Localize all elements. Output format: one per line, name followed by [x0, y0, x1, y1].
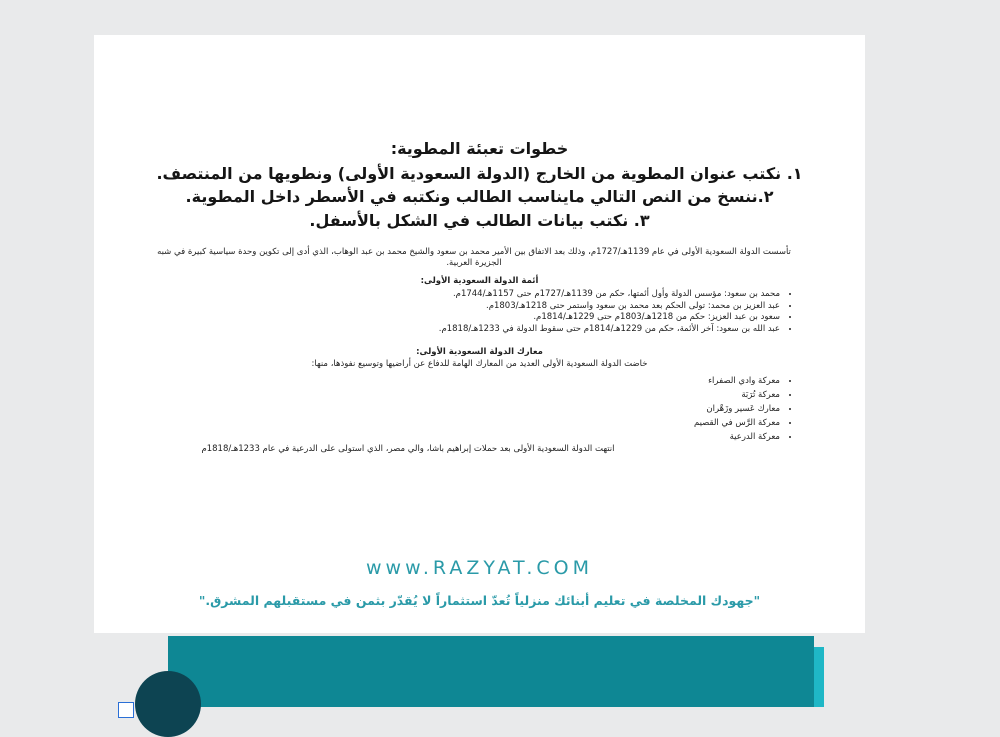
instruction-step-1: ١. نكتب عنوان المطوية من الخارج (الدولة السعودية الأولى) ونطويها من المنتصف.: [156, 164, 803, 183]
list-item: • سعود بن عبد العزيز: حكم من 1218هـ/1803م حتى 1229هـ/1814م.: [439, 312, 780, 324]
website-link[interactable]: www.RAZYAT.COM: [365, 557, 594, 579]
small-square-icon: [118, 702, 134, 718]
list-item: • عبد العزيز بن محمد: تولى الحكم بعد محمد بن سعود واستمر حتى 1218هـ/1803م.: [439, 301, 780, 313]
imams-list: [439, 289, 792, 335]
battles-list: [694, 374, 792, 444]
list-item: • معركة الدرعية: [694, 430, 780, 444]
battles-heading: معارك الدولة السعودية الأولى:: [416, 347, 543, 357]
teal-band: [168, 636, 814, 707]
teal-band-edge: [814, 647, 824, 707]
footer-quote: "جهودك المخلصة في تعليم أبنائك منزلياً تُعدّ استثماراً لا يُقدّر بثمن في مستقبلهم المشرق.": [198, 593, 761, 608]
list-item: • معارك عَسير وزَهْران: [694, 402, 780, 416]
list-item: • معركة تُرَبَة: [694, 388, 780, 402]
list-item: • عبد الله بن سعود: آخر الأئمة، حكم من 1229هـ/1814م حتى سقوط الدولة في 1233هـ/1818م.: [439, 324, 780, 336]
list-item: • معركة الرَّس في القصيم: [694, 416, 780, 430]
list-item: • محمد بن سعود: مؤسس الدولة وأول أئمتها، حكم من 1139هـ/1727م حتى 1157هـ/1744م.: [439, 289, 780, 301]
battles-intro: خاضت الدولة السعودية الأولى العديد من المعارك الهامة للدفاع عن أراضيها وتوسيع نفوذها، منها:: [311, 359, 648, 369]
ending-paragraph: انتهت الدولة السعودية الأولى بعد حملات إبراهيم باشا، والي مصر، الذي استولى على الدرعية في عام 1233هـ/1818م: [201, 444, 615, 454]
instructions-title: خطوات تعبئة المطوية:: [390, 139, 569, 158]
decorative-circle: [135, 671, 201, 737]
instruction-step-3: ٣. نكتب بيانات الطالب في الشكل بالأسفل.: [309, 211, 650, 230]
intro-paragraph: تأسست الدولة السعودية الأولى في عام 1139هـ/1727م، وذلك بعد الاتفاق بين الأمير محمد بن سعود والشيخ محمد بن عبد الوهاب، الذي أدى إلى تكوين وحدة سياسية كبيرة في شبه الجزيرة العربية.: [157, 247, 791, 268]
instruction-step-2: ٢.ننسخ من النص التالي مايناسب الطالب ونكتبه في الأسطر داخل المطوية.: [185, 187, 774, 206]
list-item: • معركة وادي الصفراء: [694, 374, 780, 388]
imams-heading: أئمة الدولة السعودية الأولى:: [420, 276, 539, 286]
document-page: [94, 35, 865, 633]
